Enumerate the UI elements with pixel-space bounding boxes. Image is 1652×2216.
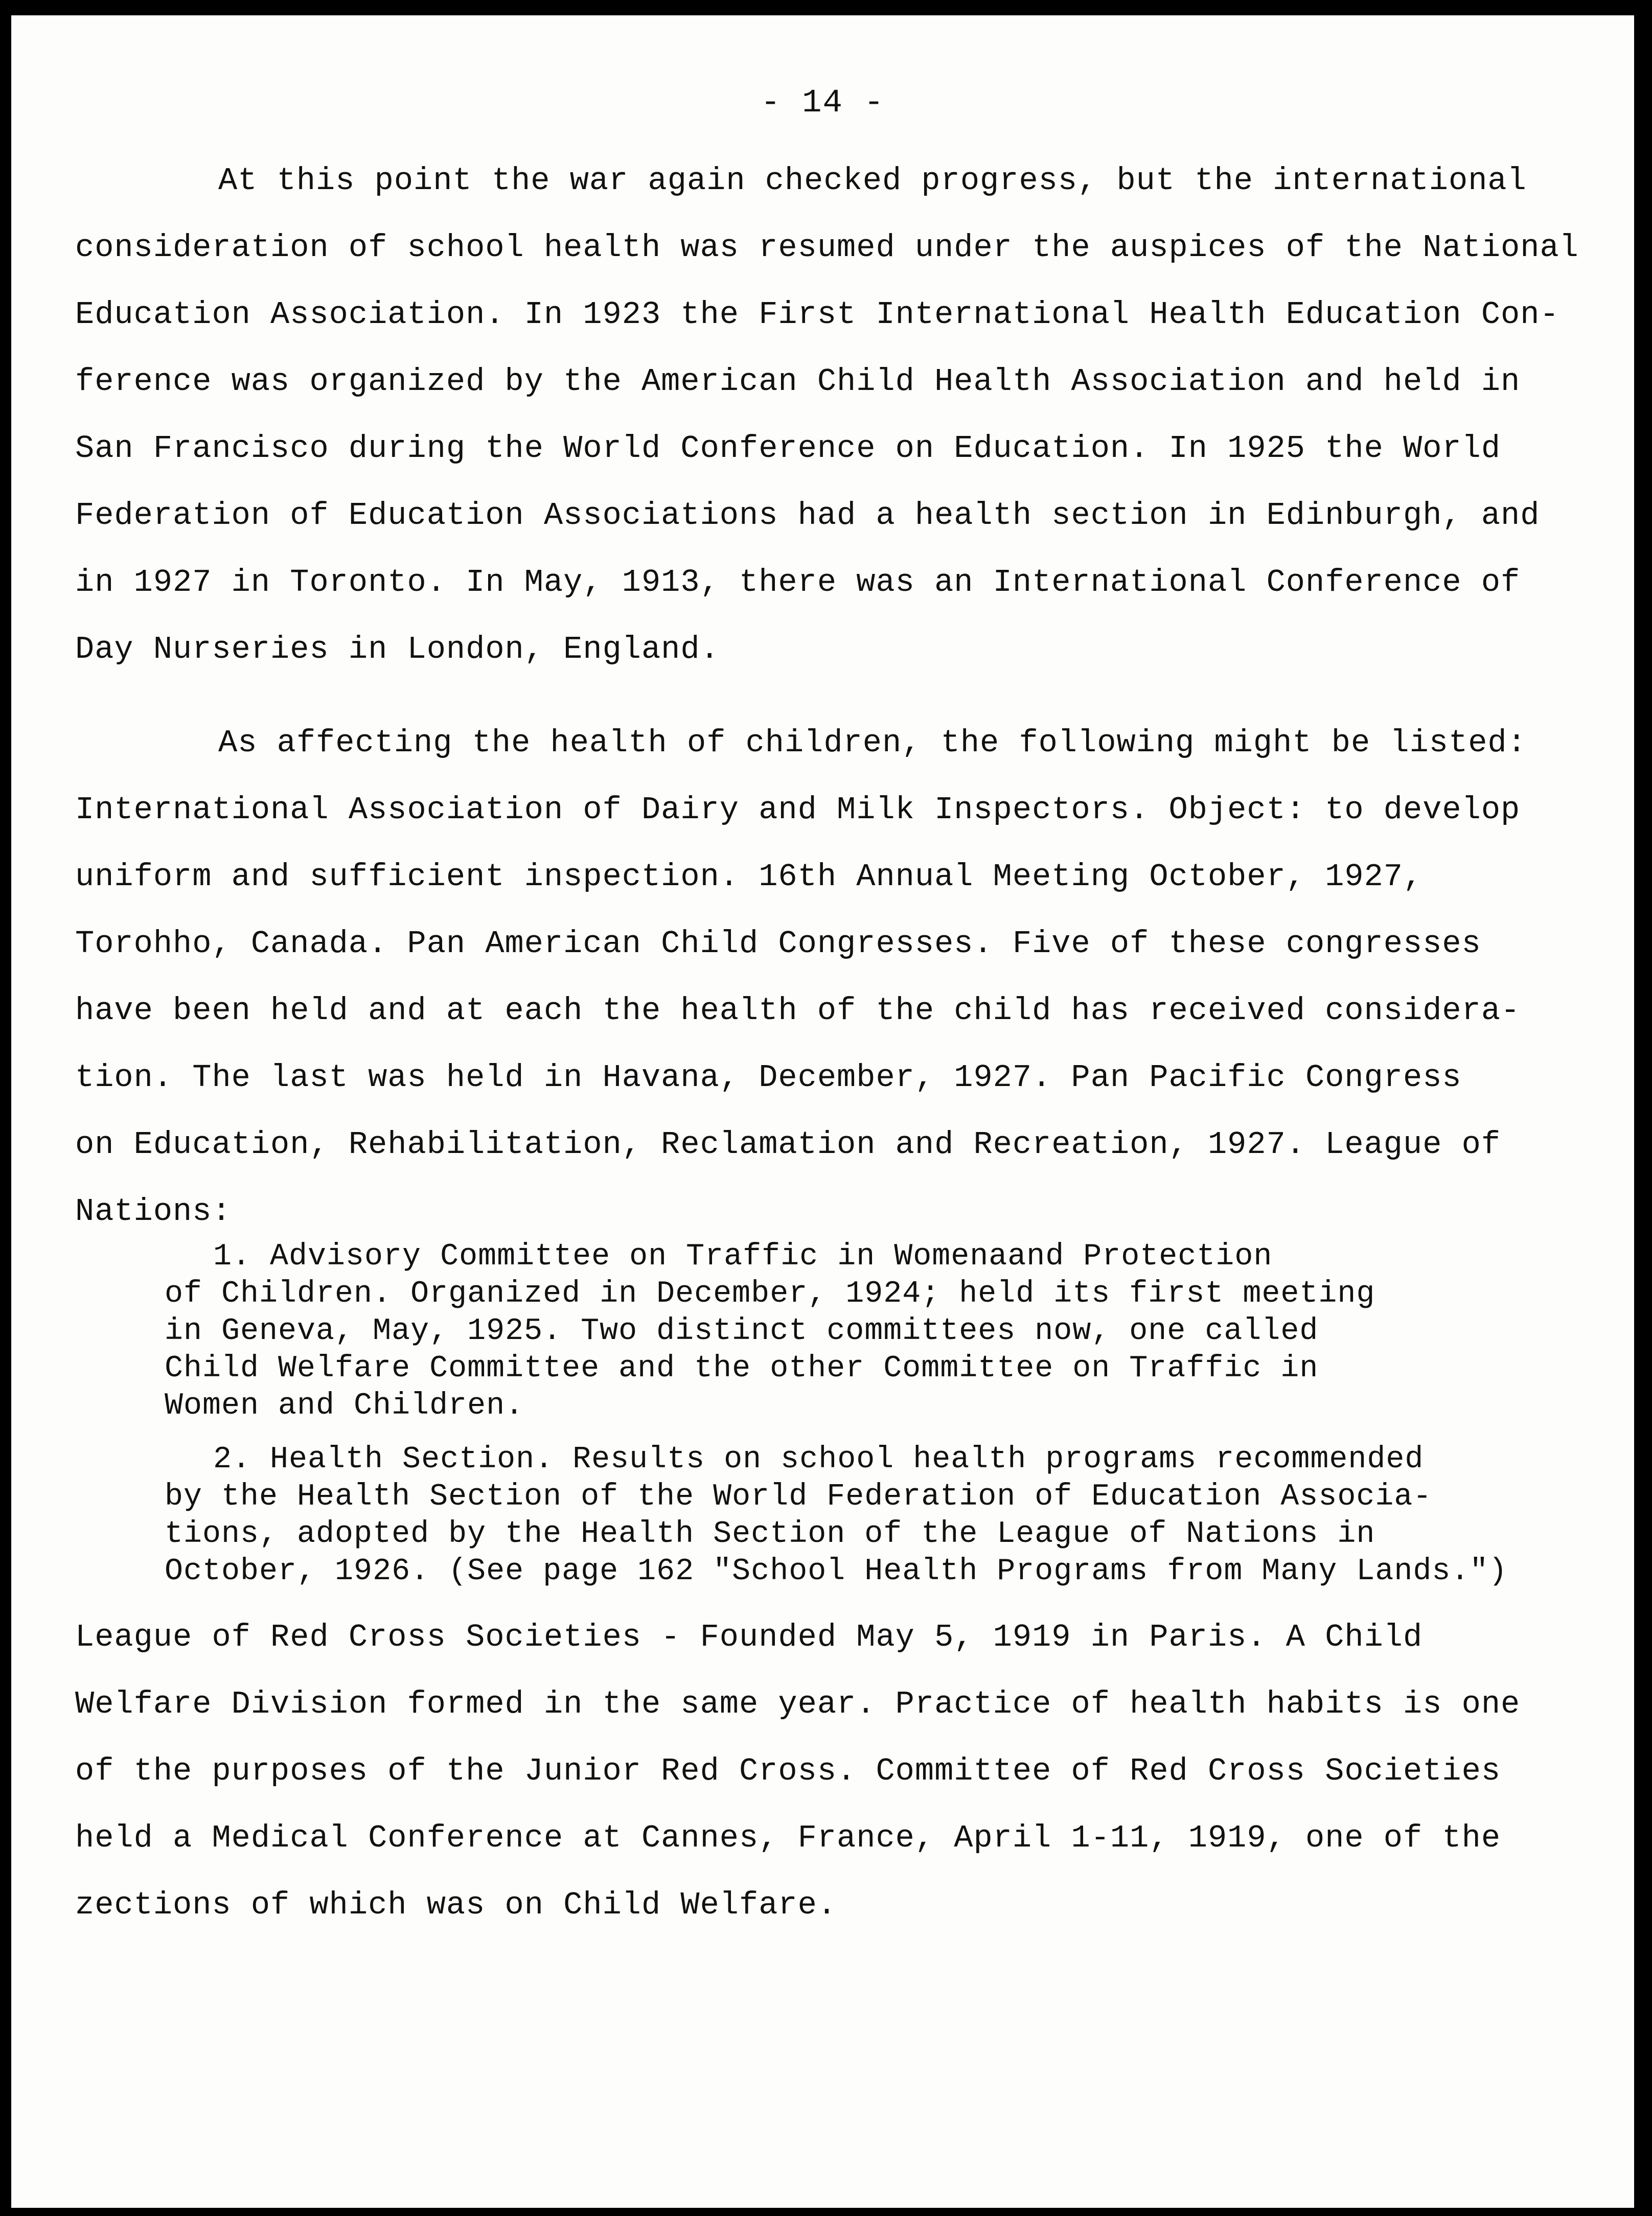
list-item-line: October, 1926. (See page 162 "School Health Programs from Many Lands.") (165, 1554, 1508, 1589)
paragraph-line: At this point the war again checked progress, but the international (218, 163, 1527, 199)
paragraph-line: held a Medical Conference at Cannes, France, April 1-11, 1919, one of the (75, 1820, 1501, 1856)
paragraph-line: San Francisco during the World Conference on Education. In 1925 the World (75, 430, 1501, 467)
paragraph-line: League of Red Cross Societies - Founded May 5, 1919 in Paris. A Child (75, 1619, 1423, 1655)
paragraph-line: of the purposes of the Junior Red Cross. Committee of Red Cross Societies (75, 1753, 1501, 1789)
paragraph-line: As affecting the health of children, the following might be listed: (218, 725, 1527, 761)
paragraph-line: consideration of school health was resumed under the auspices of the National (75, 229, 1579, 266)
paragraph-line: Welfare Division formed in the same year. Practice of health habits is one (75, 1686, 1521, 1722)
list-item-line: 1. Advisory Committee on Traffic in Womenaand Protection (213, 1239, 1273, 1274)
list-item-line: tions, adopted by the Health Section of the League of Nations in (165, 1517, 1375, 1552)
paragraph-line: Torohho, Canada. Pan American Child Congresses. Five of these congresses (75, 926, 1481, 962)
paragraph-history (75, 147, 1588, 683)
paragraph-line: in 1927 in Toronto. In May, 1913, there was an International Conference of (75, 564, 1521, 601)
list-item-line: by the Health Section of the World Federation of Education Associa- (165, 1480, 1432, 1514)
list-item-line: of Children. Organized in December, 1924; held its first meeting (165, 1277, 1375, 1311)
list-item (165, 1441, 1593, 1590)
paragraph-line: have been held and at each the health of the child has received considera- (75, 992, 1521, 1029)
list-item (165, 1238, 1593, 1425)
list-item-line: Women and Children. (165, 1389, 524, 1423)
list-item-line: 2. Health Section. Results on school health programs recommended (213, 1442, 1424, 1477)
paragraph-line: Day Nurseries in London, England. (75, 631, 720, 667)
paragraph-line: Education Association. In 1923 the First International Health Education Con- (75, 296, 1559, 333)
list-item-line: Child Welfare Committee and the other Committee on Traffic in (165, 1351, 1319, 1386)
paragraph-red-cross (75, 1604, 1588, 1938)
paragraph-organizations (75, 709, 1588, 1245)
paragraph-line: uniform and sufficient inspection. 16th Annual Meeting October, 1927, (75, 859, 1423, 895)
paragraph-line: zections of which was on Child Welfare. (75, 1887, 837, 1923)
paragraph-line: Federation of Education Associations had a health section in Edinburgh, and (75, 497, 1540, 534)
list-item-line: in Geneva, May, 1925. Two distinct committees now, one called (165, 1314, 1319, 1349)
paragraph-line: ference was organized by the American Child Health Association and held in (75, 363, 1521, 400)
document-page (11, 15, 1634, 2208)
page-number: - 14 - (761, 85, 885, 122)
paragraph-line: on Education, Rehabilitation, Reclamation and Recreation, 1927. League of (75, 1126, 1501, 1163)
paragraph-line: Nations: (75, 1193, 232, 1230)
paragraph-line: International Association of Dairy and Milk Inspectors. Object: to develop (75, 792, 1521, 828)
paragraph-line: tion. The last was held in Havana, December, 1927. Pan Pacific Congress (75, 1059, 1462, 1096)
